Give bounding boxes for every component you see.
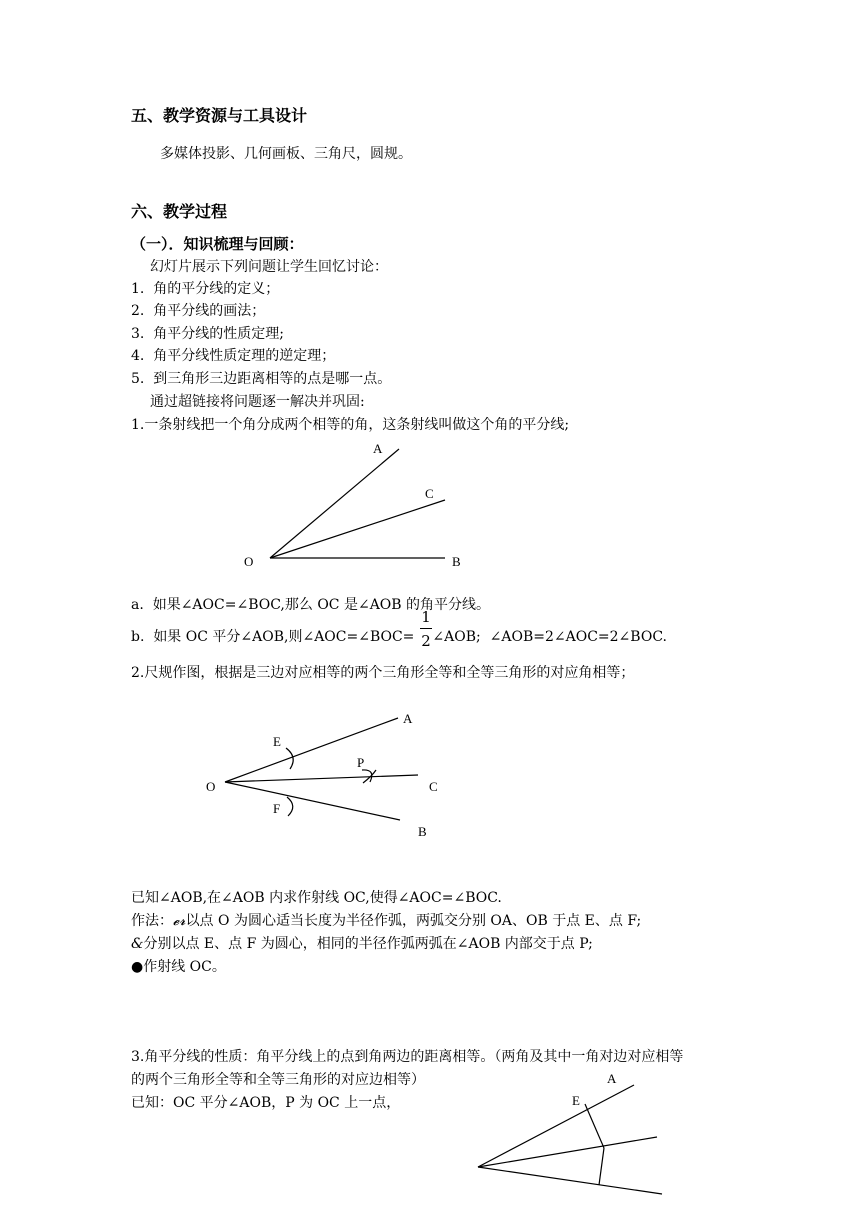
item2-construction: 2.尺规作图，根据是三边对应相等的两个三角形全等和全等三角形的对应角相等；	[131, 665, 635, 681]
intro-text: 幻灯片展示下列问题让学生回忆讨论：	[150, 259, 388, 275]
label-O: O	[244, 554, 254, 569]
step1-marker: 𝓮𝓻	[173, 913, 186, 929]
item1-definition: 1.一条射线把一个角分成两个相等的角，这条射线叫做这个角的平分线;	[131, 417, 570, 433]
label-P: P	[357, 755, 365, 770]
question-item: 4. 角平分线性质定理的逆定理；	[131, 348, 336, 364]
fraction-denominator: 2	[421, 632, 431, 650]
label-A: A	[607, 1071, 617, 1086]
label-O: O	[206, 779, 216, 794]
label-A: A	[403, 711, 413, 726]
item3-property-line1: 3.角平分线的性质：角平分线上的点到角两边的距离相等。（两角及其中一角对边对应相等	[131, 1049, 684, 1065]
item3-known: 已知：OC 平分∠AOB，P 为 OC 上一点，	[131, 1095, 401, 1111]
item1b-text-before: b. 如果 OC 平分∠AOB,则∠AOC=∠BOC=	[131, 629, 415, 645]
label-B: B	[418, 824, 427, 839]
segment-PE	[585, 1104, 604, 1148]
label-E: E	[572, 1093, 580, 1108]
section5-heading: 五、教学资源与工具设计	[131, 106, 308, 125]
hyperlink-note: 通过超链接将问题逐一解决并巩固:	[150, 394, 365, 410]
question-item: 1. 角的平分线的定义；	[131, 281, 280, 297]
question-item: 2. 角平分线的画法；	[131, 303, 266, 319]
question-item: 3. 角平分线的性质定理;	[131, 326, 284, 342]
ray-OB	[478, 1167, 662, 1194]
item1-point-a: a. 如果∠AOC=∠BOC,那么 OC 是∠AOB 的角平分线。	[131, 597, 491, 613]
construction-known: 已知∠AOB,在∠AOB 内求作射线 OC,使得∠AOC=∠BOC.	[131, 890, 502, 906]
step2-marker: &	[131, 936, 144, 952]
label-C: C	[429, 779, 438, 794]
question-item: 5. 到三角形三边距离相等的点是哪一点。	[131, 371, 392, 387]
label-A: A	[373, 441, 383, 456]
segment-PF	[599, 1148, 604, 1185]
construction-step1: 作法：𝓮𝓻以点 O 为圆心适当长度为半径作弧，两弧交分别 OA、OB 于点 E、点 F;	[131, 913, 642, 929]
label-F: F	[273, 801, 281, 816]
step3-marker: ●	[131, 959, 144, 975]
section6-heading: 六、教学过程	[131, 202, 228, 221]
item1b-text-after: ∠AOB; ∠AOB=2∠AOC=2∠BOC.	[432, 629, 667, 645]
item3-property-line2: 的两个三角形全等和全等三角形的对应边相等）	[131, 1072, 425, 1088]
construction-step2: &分别以点 E、点 F 为圆心，相同的半径作弧两弧在∠AOB 内部交于点 P;	[131, 936, 593, 952]
section5-body: 多媒体投影、几何画板、三角尺，圆规。	[160, 146, 412, 162]
label-E: E	[273, 734, 281, 749]
fraction-numerator: 1	[421, 608, 431, 626]
ray-OC	[478, 1137, 657, 1167]
subsection-1-heading: （一）．知识梳理与回顾：	[131, 235, 304, 253]
label-B: B	[452, 554, 461, 569]
ray-OA	[478, 1085, 634, 1167]
construction-step3: ●作射线 OC。	[131, 959, 226, 975]
label-C: C	[425, 486, 434, 501]
